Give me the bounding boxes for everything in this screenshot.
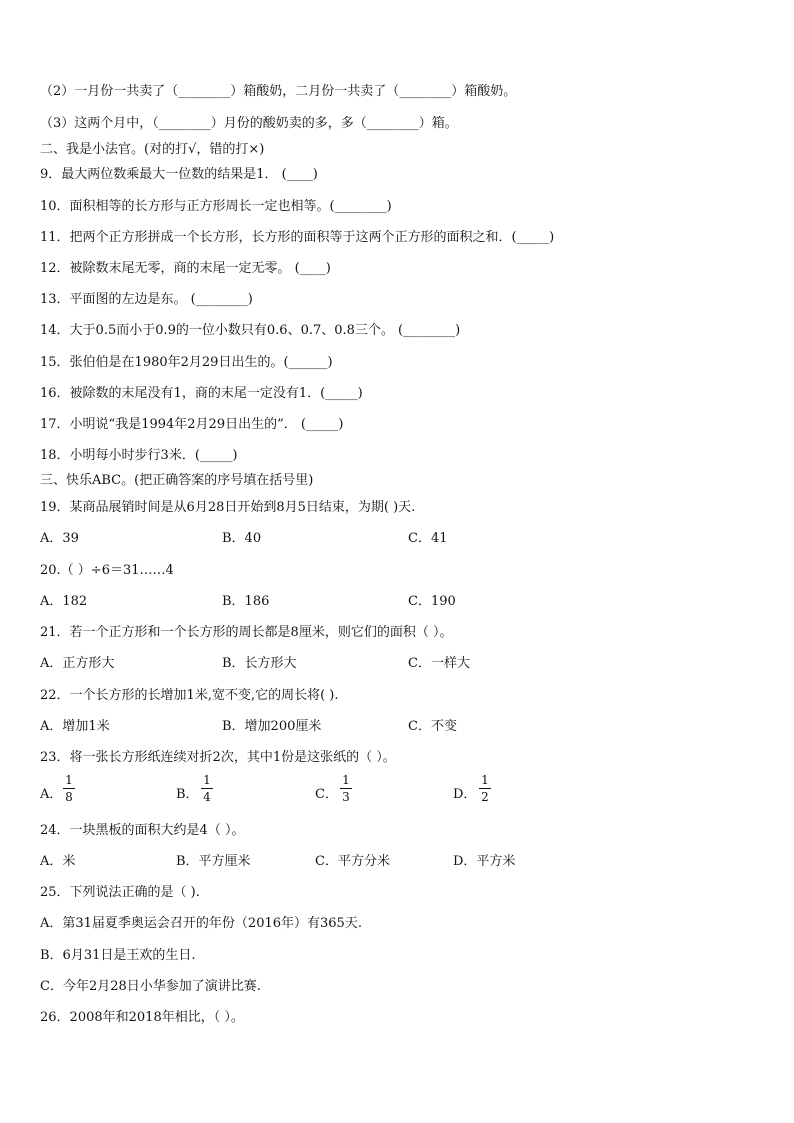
fraction-numerator: 1 [203,773,211,787]
question-19: 19．某商品展销时间是从6月28日开始到8月5日结束，为期( )天. [40,500,416,515]
q23-option-d-label: D． [453,787,477,802]
line-q8-2: （2）一月份一共卖了（________）箱酸奶，二月份一共卖了（________）箱酸奶。 [40,84,517,99]
section-2-heading: 二、我是小法官。(对的打√，错的打×) [40,142,265,157]
line-q8-3: （3）这两个月中，（________）月份的酸奶卖的多，多（________）箱。 [40,116,458,131]
question-24: 24．一块黑板的面积大约是4（ ）。 [40,823,245,838]
fraction-bar [201,788,213,789]
fraction-denominator: 4 [203,790,211,804]
question-20: 20.（ ）÷6＝31……4 [40,563,174,578]
question-16: 16．被除数的末尾没有1，商的末尾一定没有1．(_____) [40,386,363,401]
q23-option-c-label: C． [315,787,338,802]
q22-option-a: A．增加1米 [40,719,110,734]
q21-option-c: C．一样大 [408,656,470,671]
fraction-denominator: 3 [342,790,350,804]
q24-option-c: C．平方分米 [315,854,390,869]
q24-option-b: B．平方厘米 [176,854,251,869]
q23-option-b-fraction [201,774,213,803]
q20-option-c: C．190 [408,594,456,609]
question-11: 11．把两个正方形拼成一个长方形，长方形的面积等于这两个正方形的面积之和．(_____) [40,230,555,245]
section-3-heading: 三、快乐ABC。(把正确答案的序号填在括号里) [40,473,314,488]
q21-option-b: B．长方形大 [222,656,297,671]
q20-option-a: A．182 [40,594,88,609]
fraction-bar [479,788,491,789]
q23-option-c-fraction [340,774,352,803]
question-13: 13．平面图的左边是东。 (________) [40,292,253,307]
fraction-numerator: 1 [481,773,489,787]
fraction-numerator: 1 [65,773,73,787]
q24-option-a: A．米 [40,854,76,869]
q24-option-d: D．平方米 [453,854,516,869]
q23-option-d-fraction [479,774,491,803]
q19-option-a: A．39 [40,531,79,546]
q23-option-a-label: A． [40,787,63,802]
q25-option-a: A．第31届夏季奥运会召开的年份（2016年）有365天. [40,916,362,931]
q22-option-b: B．增加200厘米 [222,719,322,734]
question-15: 15．张伯伯是在1980年2月29日出生的。(______) [40,355,333,370]
q19-option-b: B．40 [222,531,262,546]
q25-option-c: C．今年2月28日小华参加了演讲比赛. [40,979,261,994]
question-22: 22．一个长方形的长增加1米,宽不变,它的周长将( ). [40,688,339,703]
question-25: 25．下列说法正确的是（ ). [40,885,200,900]
fraction-denominator: 2 [481,790,489,804]
question-26: 26．2008年和2018年相比，（ ）。 [40,1010,244,1025]
q23-option-a-fraction [63,774,75,803]
question-23: 23．将一张长方形纸连续对折2次，其中1份是这张纸的（ ）。 [40,750,396,765]
q19-option-c: C．41 [408,531,448,546]
question-21: 21．若一个正方形和一个长方形的周长都是8厘米，则它们的面积（ ）。 [40,625,453,640]
question-18: 18．小明每小时步行3米．(_____) [40,448,238,463]
fraction-numerator: 1 [342,773,350,787]
q25-option-b: B．6月31日是王欢的生日. [40,948,196,963]
question-9: 9．最大两位数乘最大一位数的结果是1． (____) [40,167,318,182]
question-12: 12．被除数末尾无零，商的末尾一定无零。 (____) [40,261,331,276]
fraction-denominator: 8 [65,790,73,804]
question-14: 14．大于0.5而小于0.9的一位小数只有0.6、0.7、0.8三个。 (________) [40,323,461,338]
q21-option-a: A．正方形大 [40,656,115,671]
question-10: 10．面积相等的长方形与正方形周长一定也相等。(________) [40,199,392,214]
fraction-bar [340,788,352,789]
fraction-bar [63,788,75,789]
q20-option-b: B．186 [222,594,270,609]
q23-option-b-label: B． [176,787,199,802]
q22-option-c: C．不变 [408,719,457,734]
question-17: 17．小明说“我是1994年2月29日出生的”． (_____) [40,417,344,432]
